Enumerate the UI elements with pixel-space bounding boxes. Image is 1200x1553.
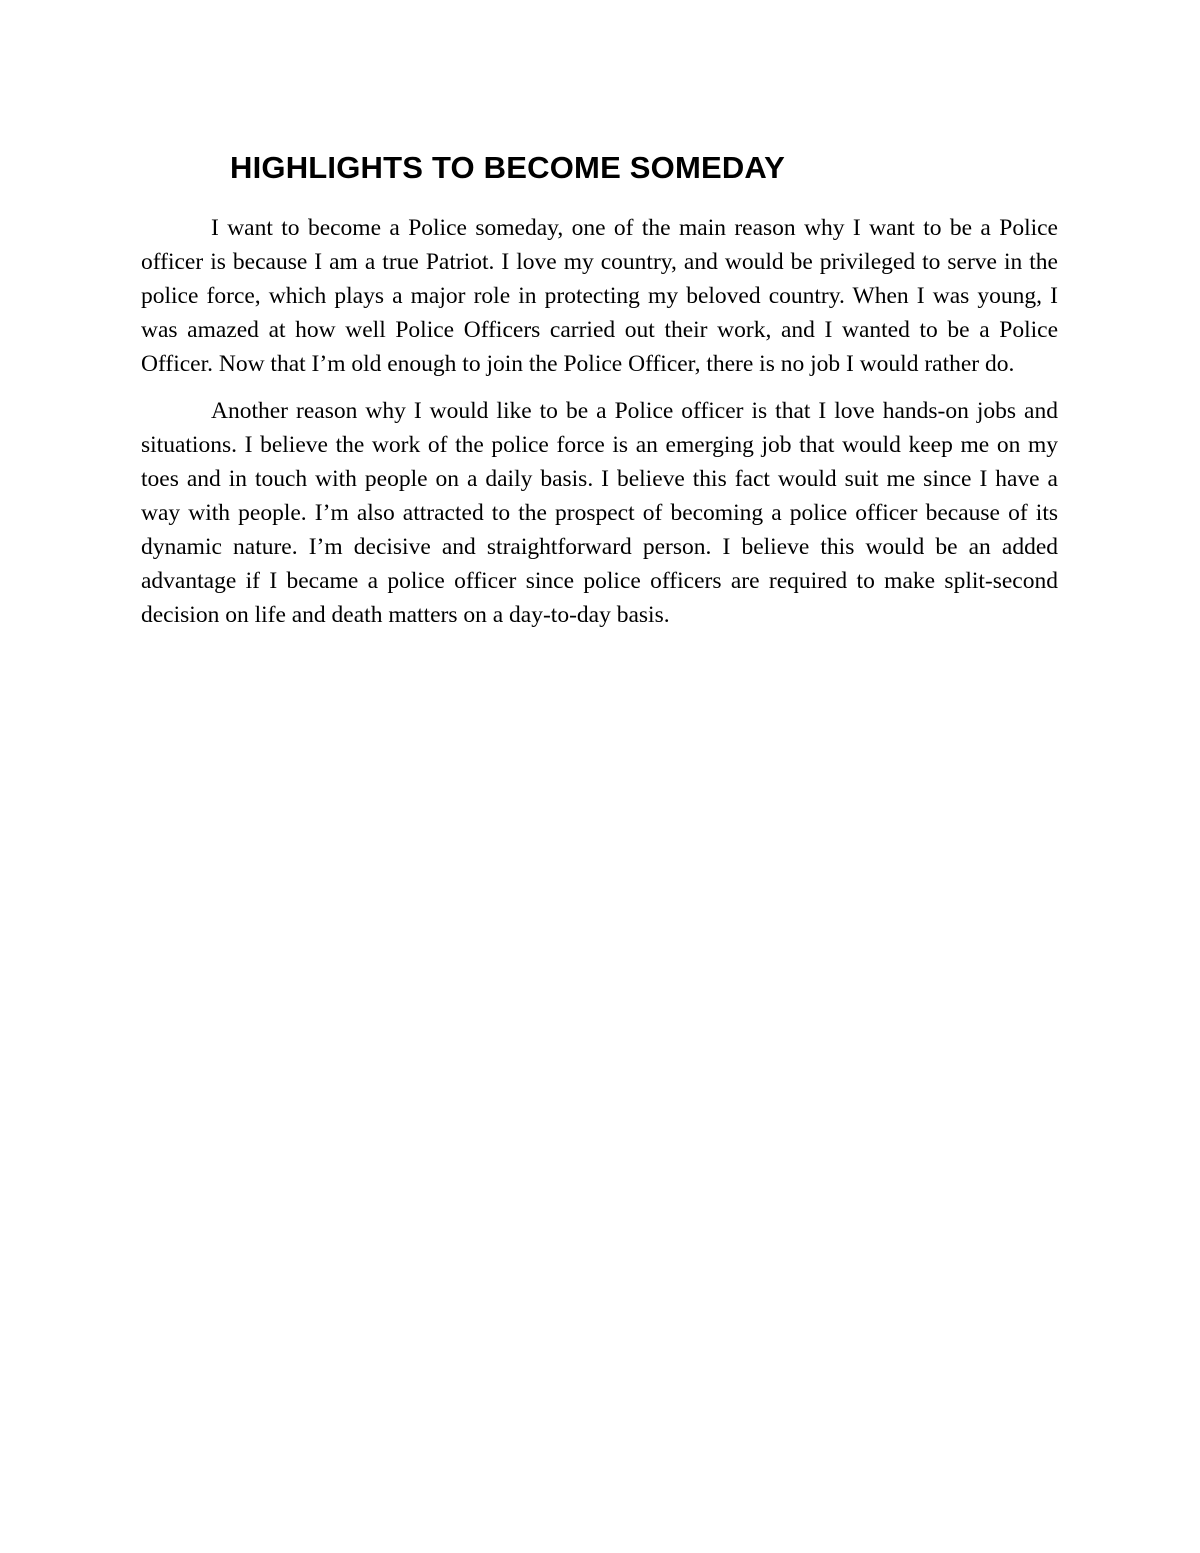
document-title: HIGHLIGHTS TO BECOME SOMEDAY [230,150,786,185]
document-body [141,211,1058,645]
paragraph-2: Another reason why I would like to be a Police officer is that I love hands-on jobs and situations. I believe the work of the police force is an emerging job that would keep me on my toes and in touch with people on a daily basis. I believe this fact would suit me since I have a way with people. I’m also attracted to the prospect of becoming a police officer because of its dynamic nature. I’m decisive and straightforward person. I believe this would be an added advantage if I became a police officer since police officers are required to make split-second decision on life and death matters on a day-to-day basis. [141,398,1058,628]
paragraph-1: I want to become a Police someday, one of the main reason why I want to be a Police officer is because I am a true Patriot. I love my country, and would be privileged to serve in the police force, which plays a major role in protecting my beloved country. When I was young, I was amazed at how well Police Officers carried out their work, and I wanted to be a Police Officer. Now that I’m old enough to join the Police Officer, there is no job I would rather do. [141,215,1058,377]
